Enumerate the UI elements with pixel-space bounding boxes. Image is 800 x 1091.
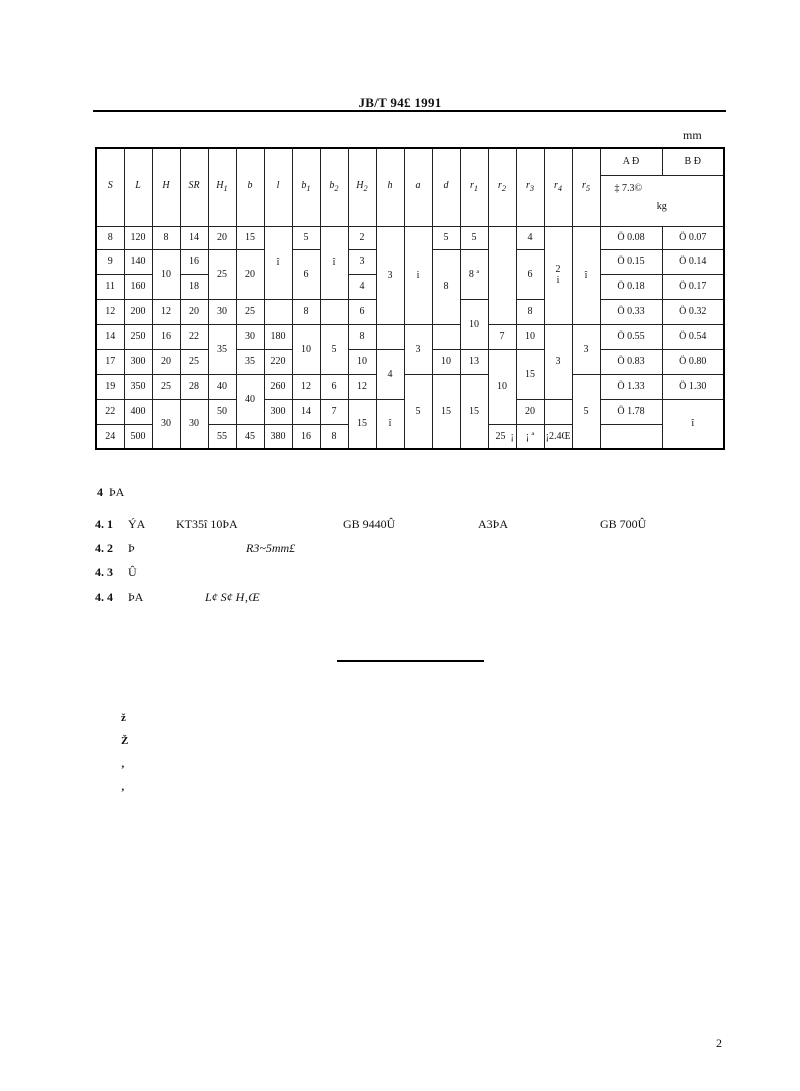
- cell: 4: [348, 274, 376, 299]
- cell: 20: [208, 226, 236, 249]
- col-header-r2: $r_2$: [488, 148, 516, 226]
- cell: 19: [96, 374, 124, 399]
- cell: 300: [124, 349, 152, 374]
- cell: 40: [236, 374, 264, 424]
- cell: 140: [124, 249, 152, 274]
- header-rule: [93, 110, 726, 112]
- end-rule: [337, 660, 484, 662]
- cell: î: [320, 226, 348, 299]
- page-number: 2: [716, 1036, 722, 1050]
- cell: 5: [460, 226, 488, 249]
- col-header-L: L: [124, 148, 152, 226]
- note-line: Ž: [121, 735, 129, 747]
- cell: 200: [124, 299, 152, 324]
- cell: 10: [348, 349, 376, 374]
- cell: 16: [180, 249, 208, 274]
- cell: 3: [544, 324, 572, 399]
- note-line: ž: [121, 712, 126, 724]
- col-header-b1: $b_1$: [292, 148, 320, 226]
- col-header-H1: $H_1$: [208, 148, 236, 226]
- cell: 35: [236, 349, 264, 374]
- cell: 10: [488, 349, 516, 424]
- clause-4-2-text-b: R3~5mm£: [246, 541, 296, 555]
- col-header-S: S: [96, 148, 124, 226]
- cell: 8: [292, 299, 320, 324]
- cell: 5: [292, 226, 320, 249]
- cell: 45: [236, 424, 264, 449]
- mass-header-b: B Ð: [662, 148, 724, 175]
- col-header-SR: SR: [180, 148, 208, 226]
- cell: 5: [320, 324, 348, 374]
- cell: 6: [292, 249, 320, 299]
- cell: 18: [180, 274, 208, 299]
- cell: 8 ª: [460, 249, 488, 299]
- cell: 14: [292, 399, 320, 424]
- cell: 7: [320, 399, 348, 424]
- clause-4-3-text-a: Û: [128, 565, 137, 579]
- section-title: ÞA: [109, 485, 125, 499]
- cell: 11: [96, 274, 124, 299]
- cell: 250: [124, 324, 152, 349]
- cell: 30: [236, 324, 264, 349]
- mass-cell: Ö 0.83: [600, 349, 662, 374]
- section-number: 4: [97, 485, 103, 499]
- cell: 8: [320, 424, 348, 449]
- mass-cell: Ö 1.78: [600, 399, 662, 424]
- cell: 5: [432, 226, 460, 249]
- col-header-H2: $H_2$: [348, 148, 376, 226]
- clause-4-1-text-a: ÝA: [128, 517, 146, 531]
- cell: 13: [460, 349, 488, 374]
- clause-4-4-text-b: L¢ S¢ H‚Œ: [205, 590, 260, 604]
- mass-header-a: A Ð: [600, 148, 662, 175]
- cell: î: [572, 226, 600, 324]
- cell: 20: [516, 399, 544, 424]
- cell: [264, 299, 292, 324]
- cell: 22: [180, 324, 208, 349]
- note-line: ‚: [121, 758, 125, 770]
- cell: 2: [348, 226, 376, 249]
- mass-cell: Ö 0.33: [600, 299, 662, 324]
- dimension-table: [95, 147, 725, 450]
- cell: 30: [180, 399, 208, 449]
- mass-cell: Ö 0.18: [600, 274, 662, 299]
- cell: 24: [96, 424, 124, 449]
- cell: 16: [152, 324, 180, 349]
- col-header-a: a: [404, 148, 432, 226]
- clause-4-1-text-c: GB 9440Û: [343, 517, 396, 531]
- clause-4-1: 4. 1: [95, 517, 113, 531]
- note-line: ‚: [121, 781, 125, 793]
- cell: 350: [124, 374, 152, 399]
- cell: 35: [208, 324, 236, 374]
- cell: 14: [96, 324, 124, 349]
- mass-unit: kg: [600, 201, 724, 226]
- col-header-h: h: [376, 148, 404, 226]
- cell: 10: [152, 249, 180, 299]
- table-row: [96, 374, 724, 399]
- cell: 25: [208, 249, 236, 299]
- cell: 120: [124, 226, 152, 249]
- col-header-b: b: [236, 148, 264, 226]
- unit-label: mm: [683, 128, 702, 142]
- cell: 15: [348, 399, 376, 449]
- col-header-l: l: [264, 148, 292, 226]
- cell: 8: [348, 324, 376, 349]
- cell: 15: [236, 226, 264, 249]
- cell: 10: [460, 299, 488, 349]
- col-header-r4: $r_4$: [544, 148, 572, 226]
- cell: 2 i: [544, 226, 572, 324]
- mass-cell: Ö 0.17: [662, 274, 724, 299]
- cell: 55: [208, 424, 236, 449]
- cell: 6: [320, 374, 348, 399]
- cell: ¡ ª: [516, 424, 544, 449]
- clause-4-2-text-a: Þ: [128, 541, 135, 555]
- cell: 15: [432, 374, 460, 449]
- cell: [320, 299, 348, 324]
- cell: 12: [348, 374, 376, 399]
- mass-cell: Ö 0.08: [600, 226, 662, 249]
- col-header-r5: $r_5$: [572, 148, 600, 226]
- cell: 30: [208, 299, 236, 324]
- header-row: [96, 148, 724, 175]
- cell: 20: [236, 249, 264, 299]
- cell: 10: [432, 349, 460, 374]
- cell: 220: [264, 349, 292, 374]
- cell: 30: [152, 399, 180, 449]
- cell: 500: [124, 424, 152, 449]
- mass-cell: Ö 0.07: [662, 226, 724, 249]
- cell: î: [264, 226, 292, 299]
- cell: 15: [460, 374, 488, 449]
- cell: 8: [432, 249, 460, 324]
- mass-cell: Ö 1.33: [600, 374, 662, 399]
- cell: 22: [96, 399, 124, 424]
- cell: 14: [180, 226, 208, 249]
- cell: 4: [516, 226, 544, 249]
- mass-cell: Ö 0.32: [662, 299, 724, 324]
- cell: 5: [404, 374, 432, 449]
- cell: 25: [236, 299, 264, 324]
- cell: 12: [292, 374, 320, 399]
- cell: 10: [516, 324, 544, 349]
- mass-cell: Ö 0.80: [662, 349, 724, 374]
- cell: 20: [180, 299, 208, 324]
- cell: 9: [96, 249, 124, 274]
- cell: 8: [516, 299, 544, 324]
- cell: 25: [152, 374, 180, 399]
- cell: 400: [124, 399, 152, 424]
- table-row: [96, 226, 724, 249]
- section-heading: [97, 485, 124, 500]
- cell: 16: [292, 424, 320, 449]
- mass-cell: Ö 0.55: [600, 324, 662, 349]
- cell: 260: [264, 374, 292, 399]
- document-header: JB/T 94£ 1991: [358, 95, 442, 110]
- mass-cell: Ö 0.15: [600, 249, 662, 274]
- cell: [376, 324, 404, 349]
- mass-cell: î: [662, 399, 724, 449]
- col-header-b2: $b_2$: [320, 148, 348, 226]
- cell: 25: [180, 349, 208, 374]
- cell: 6: [516, 249, 544, 299]
- cell: 17: [96, 349, 124, 374]
- cell: 160: [124, 274, 152, 299]
- table-row: [96, 324, 724, 349]
- cell: 3: [404, 324, 432, 374]
- cell: 6: [348, 299, 376, 324]
- cell: [488, 226, 516, 324]
- cell: [432, 324, 460, 349]
- clause-4-4-text-a: ÞA: [128, 590, 144, 604]
- cell: 3: [572, 324, 600, 374]
- cell: 5: [572, 374, 600, 449]
- cell: 380: [264, 424, 292, 449]
- cell: 3: [348, 249, 376, 274]
- cell: 10: [292, 324, 320, 374]
- cell: 8: [152, 226, 180, 249]
- col-header-d: d: [432, 148, 460, 226]
- col-header-r3: $r_3$: [516, 148, 544, 226]
- clause-4-1-text-e: GB 700Û: [600, 517, 647, 531]
- clause-4-1-text-b: KT35î 10ÞA: [176, 517, 238, 531]
- cell: 50: [208, 399, 236, 424]
- cell: 180: [264, 324, 292, 349]
- col-header-H: H: [152, 148, 180, 226]
- col-header-r1: $r_1$: [460, 148, 488, 226]
- clause-4-1-text-d: A3ÞA: [478, 517, 509, 531]
- cell: 15: [516, 349, 544, 399]
- mass-cell: Ö 1.30: [662, 374, 724, 399]
- mass-cell: Ö 0.14: [662, 249, 724, 274]
- cell: 25 ¡: [488, 424, 516, 449]
- cell: 8: [96, 226, 124, 249]
- cell: 7: [488, 324, 516, 349]
- cell: 12: [152, 299, 180, 324]
- mass-cell: ¡2.4Œ: [544, 424, 572, 449]
- mass-label: ‡ 7.3©: [600, 175, 724, 201]
- clause-4-4: 4. 4: [95, 590, 113, 604]
- cell: 28: [180, 374, 208, 399]
- cell: 40: [208, 374, 236, 399]
- cell: 3: [376, 226, 404, 324]
- cell: 300: [264, 399, 292, 424]
- clause-4-2: 4. 2: [95, 541, 113, 555]
- cell: [544, 399, 572, 424]
- cell: 20: [152, 349, 180, 374]
- cell: i: [404, 226, 432, 324]
- cell: 4: [376, 349, 404, 399]
- clause-4-3: 4. 3: [95, 565, 113, 579]
- cell: î: [376, 399, 404, 449]
- cell: 12: [96, 299, 124, 324]
- mass-cell: Ö 0.54: [662, 324, 724, 349]
